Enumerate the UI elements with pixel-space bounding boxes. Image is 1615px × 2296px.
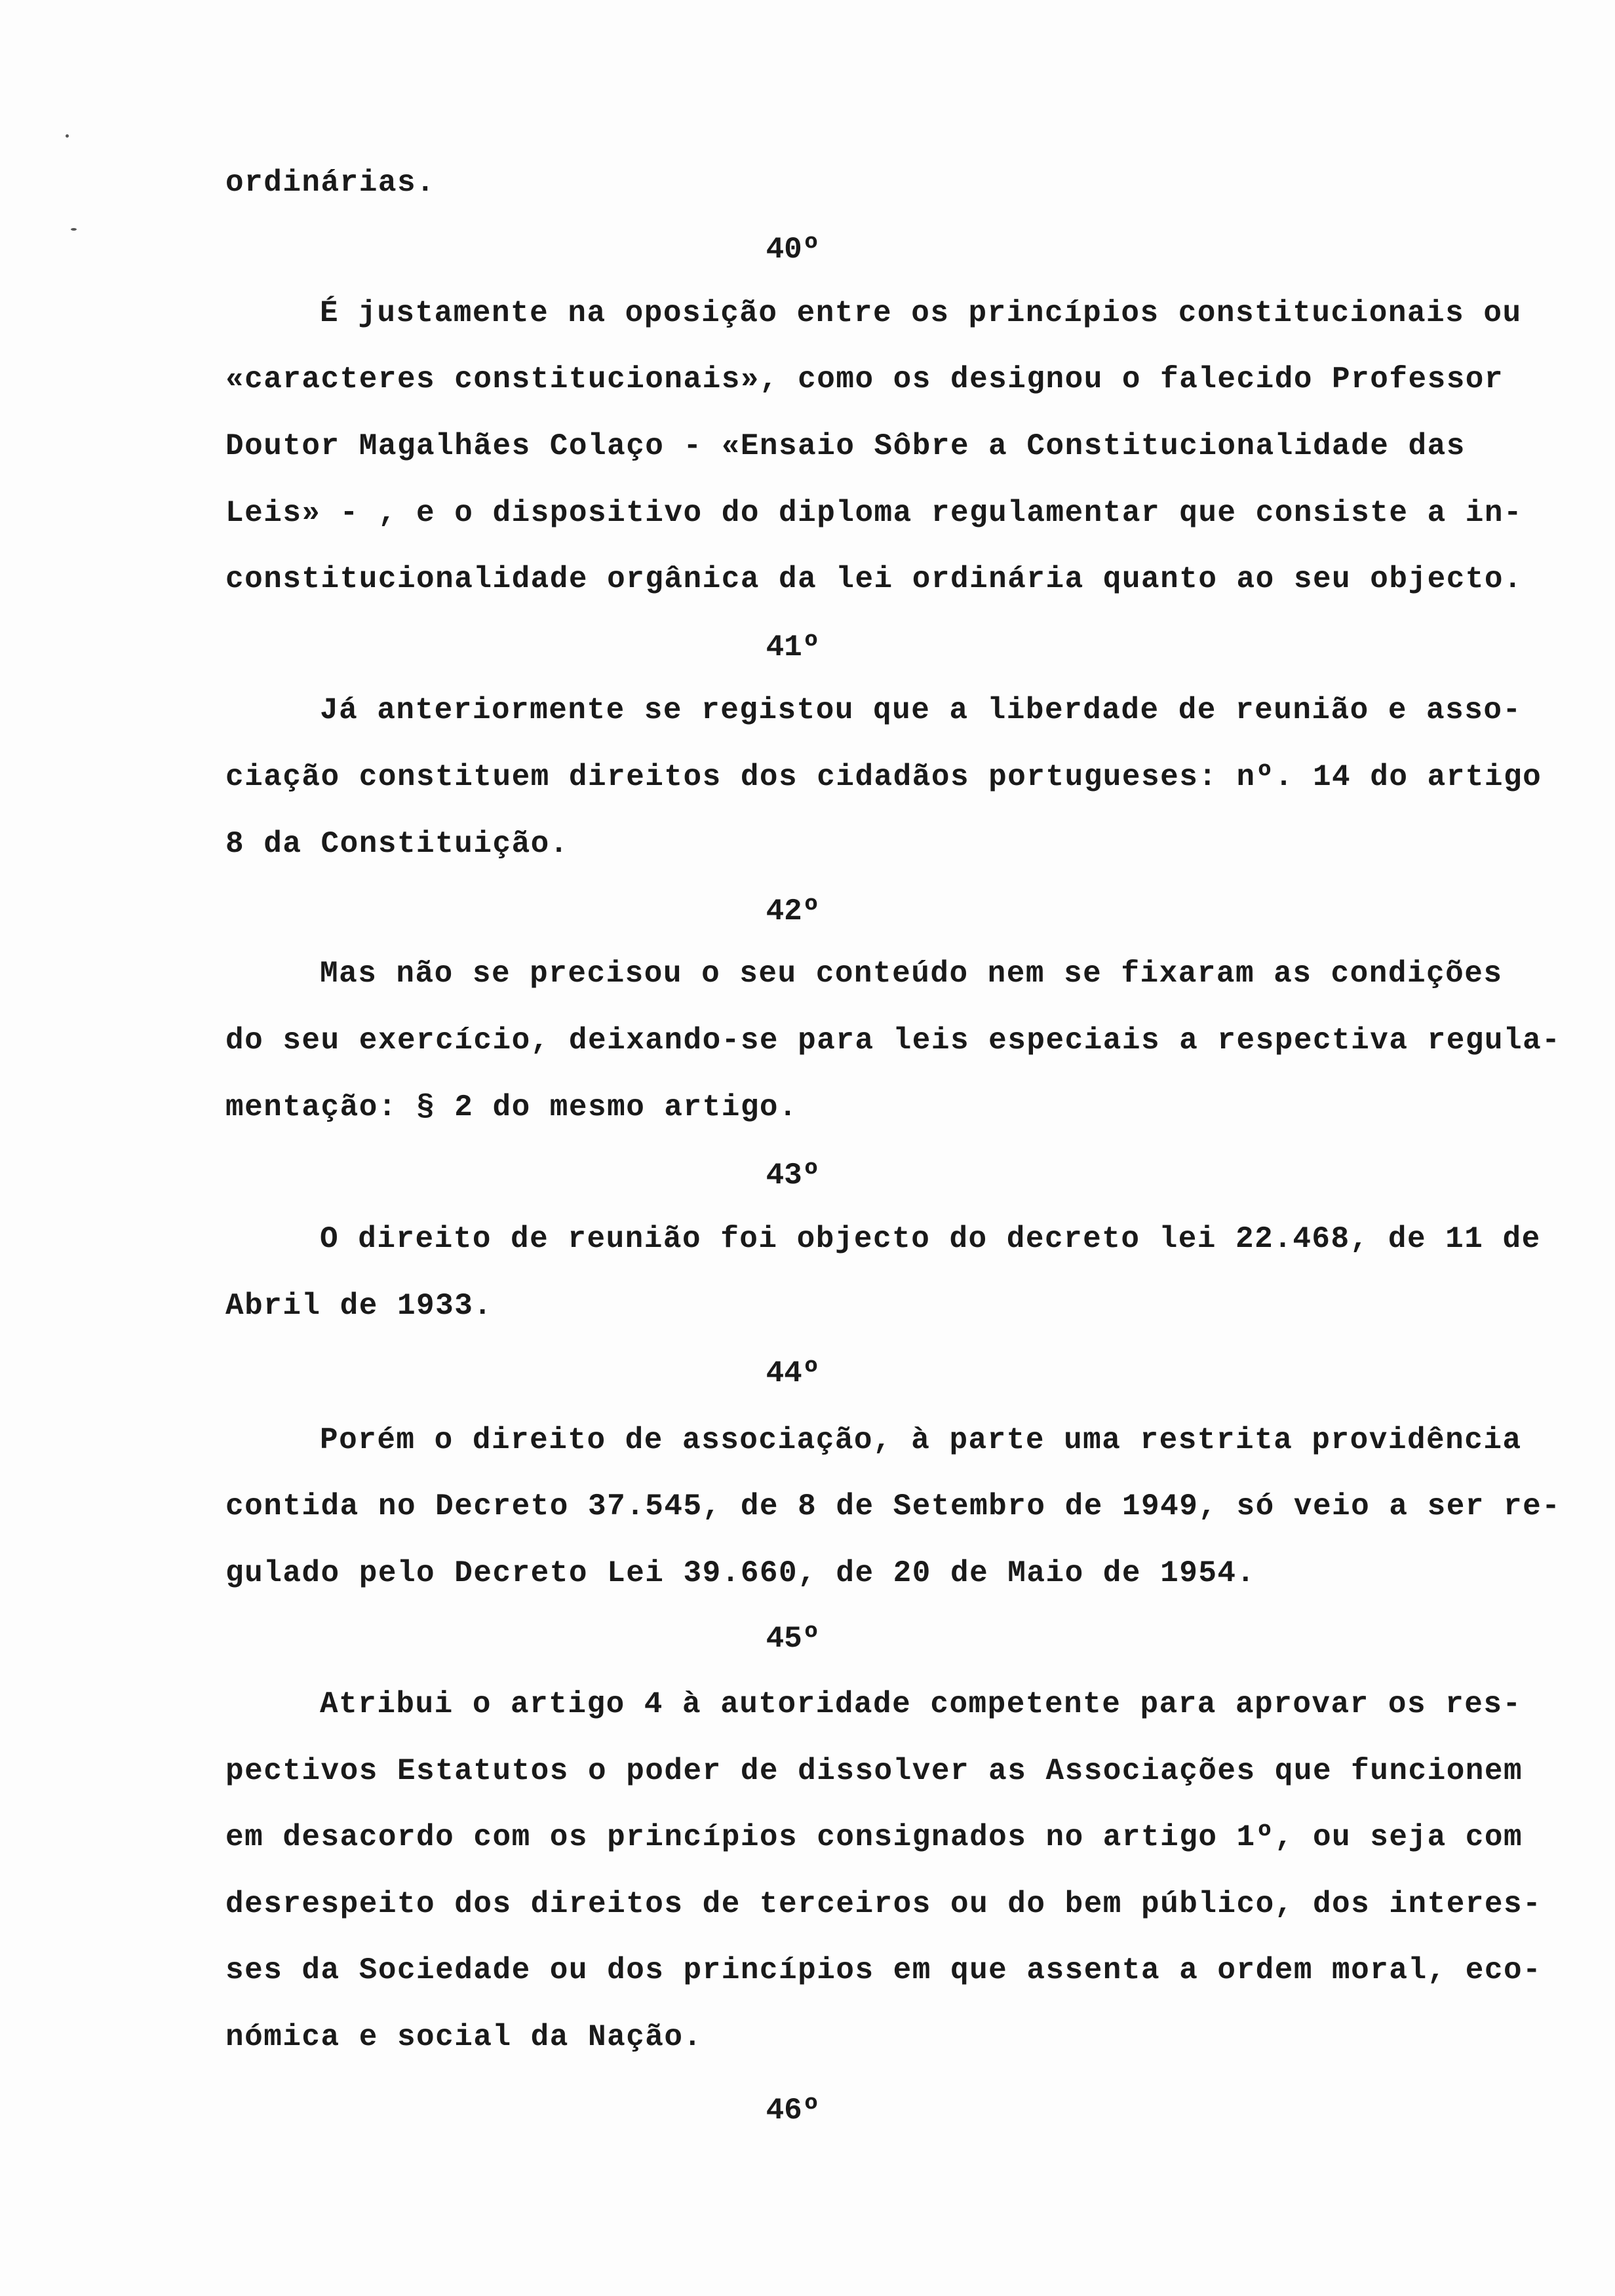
- paragraph-line: ordinárias.: [225, 166, 436, 200]
- scan-speck: [71, 228, 77, 231]
- paragraph-line: constitucionalidade orgânica da lei ordinária quanto ao seu objecto.: [225, 562, 1523, 596]
- paragraph-line: É justamente na oposição entre os princípios constitucionais ou: [320, 296, 1522, 330]
- paragraph-line: Porém o direito de associação, à parte uma restrita providência: [320, 1423, 1522, 1457]
- paragraph-line: Atribui o artigo 4 à autoridade competente para aprovar os res-: [320, 1687, 1522, 1721]
- scan-speck: [66, 134, 69, 138]
- paragraph-number: 41º: [766, 630, 821, 664]
- paragraph-line: Mas não se precisou o seu conteúdo nem se fixaram as condições: [320, 957, 1503, 991]
- paragraph-line: desrespeito dos direitos de terceiros ou do bem público, dos interes-: [225, 1887, 1542, 1921]
- paragraph-line: Leis» - , e o dispositivo do diploma regulamentar que consiste a in-: [225, 496, 1523, 530]
- paragraph-line: mentação: § 2 do mesmo artigo.: [225, 1090, 798, 1124]
- paragraph-number: 43º: [766, 1158, 821, 1193]
- paragraph-line: O direito de reunião foi objecto do decreto lei 22.468, de 11 de: [320, 1222, 1541, 1256]
- paragraph-line: «caracteres constitucionais», como os designou o falecido Professor: [225, 362, 1504, 396]
- paragraph-line: Doutor Magalhães Colaço - «Ensaio Sôbre a Constitucionalidade das: [225, 429, 1466, 463]
- paragraph-number: 45º: [766, 1622, 821, 1656]
- paragraph-number: 46º: [766, 2094, 821, 2128]
- paragraph-line: Abril de 1933.: [225, 1289, 493, 1323]
- paragraph-line: pectivos Estatutos o poder de dissolver as Associações que funcionem: [225, 1754, 1523, 1788]
- paragraph-line: em desacordo com os princípios consignados no artigo 1º, ou seja com: [225, 1820, 1523, 1854]
- paragraph-line: contida no Decreto 37.545, de 8 de Setembro de 1949, só veio a ser re-: [225, 1489, 1561, 1523]
- paragraph-line: gulado pelo Decreto Lei 39.660, de 20 de Maio de 1954.: [225, 1556, 1256, 1590]
- paragraph-number: 40º: [766, 233, 821, 267]
- paragraph-line: Já anteriormente se registou que a liberdade de reunião e asso-: [320, 693, 1522, 727]
- paragraph-line: ses da Sociedade ou dos princípios em que assenta a ordem moral, eco-: [225, 1953, 1542, 1987]
- paragraph-line: ciação constituem direitos dos cidadãos portugueses: nº. 14 do artigo: [225, 760, 1542, 794]
- paragraph-number: 44º: [766, 1356, 821, 1390]
- paragraph-line: 8 da Constituição.: [225, 827, 569, 861]
- paragraph-number: 42º: [766, 894, 821, 928]
- paragraph-line: do seu exercício, deixando-se para leis especiais a respectiva regula-: [225, 1024, 1561, 1058]
- paragraph-line: nómica e social da Nação.: [225, 2020, 703, 2054]
